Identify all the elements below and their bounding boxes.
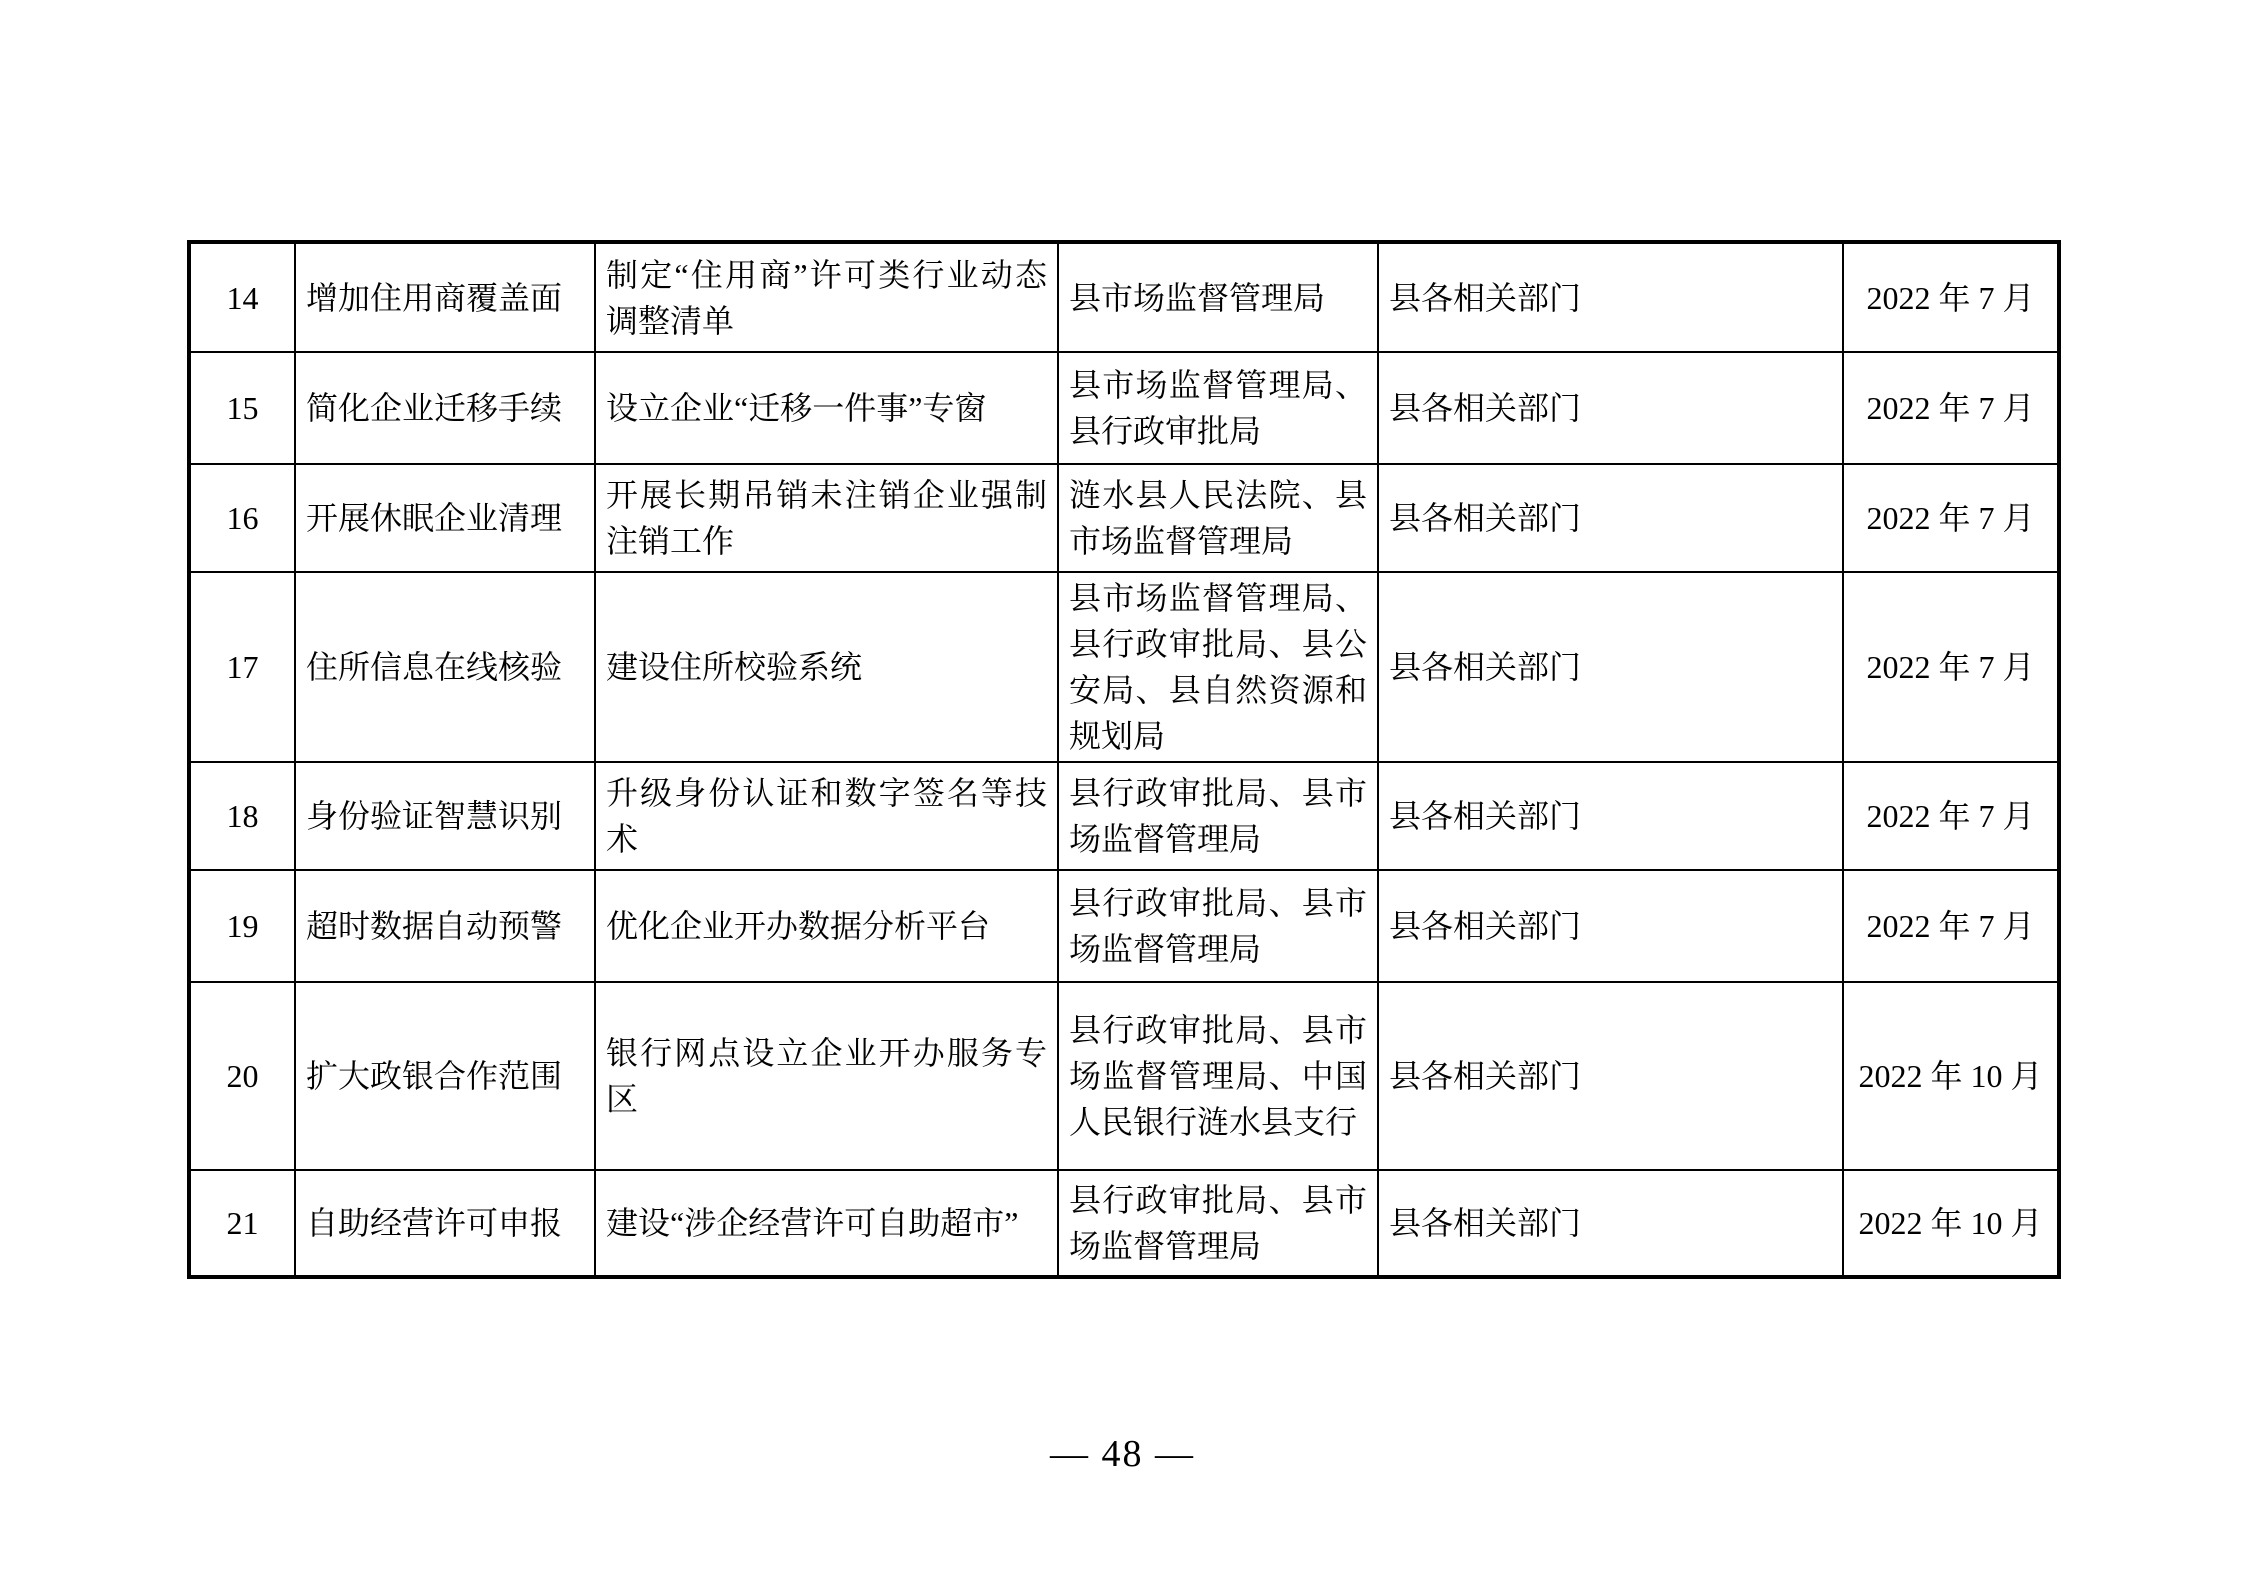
related-department-cell: 县各相关部门	[1378, 242, 1843, 352]
task-list-table	[187, 240, 2061, 1279]
task-name-cell: 简化企业迁移手续	[295, 352, 595, 464]
row-number-cell: 16	[189, 464, 295, 572]
lead-department-cell: 县行政审批局、县市场监督管理局、中国人民银行涟水县支行	[1058, 982, 1378, 1170]
deadline-cell: 2022 年 10 月	[1843, 1170, 2059, 1277]
measure-cell: 优化企业开办数据分析平台	[595, 870, 1058, 982]
lead-department-cell: 县行政审批局、县市场监督管理局	[1058, 870, 1378, 982]
deadline-cell: 2022 年 7 月	[1843, 352, 2059, 464]
measure-cell: 建设住所校验系统	[595, 572, 1058, 762]
task-name-cell: 扩大政银合作范围	[295, 982, 595, 1170]
related-department-cell: 县各相关部门	[1378, 762, 1843, 870]
deadline-cell: 2022 年 10 月	[1843, 982, 2059, 1170]
lead-department-cell: 涟水县人民法院、县市场监督管理局	[1058, 464, 1378, 572]
row-number-cell: 14	[189, 242, 295, 352]
deadline-cell: 2022 年 7 月	[1843, 870, 2059, 982]
deadline-cell: 2022 年 7 月	[1843, 762, 2059, 870]
row-number-cell: 20	[189, 982, 295, 1170]
row-number-cell: 18	[189, 762, 295, 870]
lead-department-cell: 县行政审批局、县市场监督管理局	[1058, 1170, 1378, 1277]
measure-cell: 升级身份认证和数字签名等技术	[595, 762, 1058, 870]
table-row	[189, 982, 2059, 1170]
task-name-cell: 开展休眠企业清理	[295, 464, 595, 572]
deadline-cell: 2022 年 7 月	[1843, 572, 2059, 762]
deadline-cell: 2022 年 7 月	[1843, 464, 2059, 572]
row-number-cell: 19	[189, 870, 295, 982]
related-department-cell: 县各相关部门	[1378, 572, 1843, 762]
task-name-cell: 自助经营许可申报	[295, 1170, 595, 1277]
related-department-cell: 县各相关部门	[1378, 1170, 1843, 1277]
row-number-cell: 17	[189, 572, 295, 762]
table-row	[189, 870, 2059, 982]
lead-department-cell: 县市场监督管理局	[1058, 242, 1378, 352]
page-number: — 48 —	[1050, 1433, 1195, 1475]
task-name-cell: 身份验证智慧识别	[295, 762, 595, 870]
related-department-cell: 县各相关部门	[1378, 352, 1843, 464]
measure-cell: 开展长期吊销未注销企业强制注销工作	[595, 464, 1058, 572]
task-name-cell: 增加住用商覆盖面	[295, 242, 595, 352]
task-name-cell: 住所信息在线核验	[295, 572, 595, 762]
measure-cell: 制定“住用商”许可类行业动态调整清单	[595, 242, 1058, 352]
measure-cell: 银行网点设立企业开办服务专区	[595, 982, 1058, 1170]
table-row	[189, 572, 2059, 762]
measure-cell: 设立企业“迁移一件事”专窗	[595, 352, 1058, 464]
table-row	[189, 352, 2059, 464]
table-row	[189, 464, 2059, 572]
row-number-cell: 15	[189, 352, 295, 464]
task-name-cell: 超时数据自动预警	[295, 870, 595, 982]
related-department-cell: 县各相关部门	[1378, 982, 1843, 1170]
table-row	[189, 762, 2059, 870]
deadline-cell: 2022 年 7 月	[1843, 242, 2059, 352]
related-department-cell: 县各相关部门	[1378, 464, 1843, 572]
lead-department-cell: 县行政审批局、县市场监督管理局	[1058, 762, 1378, 870]
row-number-cell: 21	[189, 1170, 295, 1277]
measure-cell: 建设“涉企经营许可自助超市”	[595, 1170, 1058, 1277]
table-row	[189, 1170, 2059, 1277]
related-department-cell: 县各相关部门	[1378, 870, 1843, 982]
table-row	[189, 242, 2059, 352]
lead-department-cell: 县市场监督管理局、县行政审批局、县公安局、县自然资源和规划局	[1058, 572, 1378, 762]
lead-department-cell: 县市场监督管理局、县行政审批局	[1058, 352, 1378, 464]
